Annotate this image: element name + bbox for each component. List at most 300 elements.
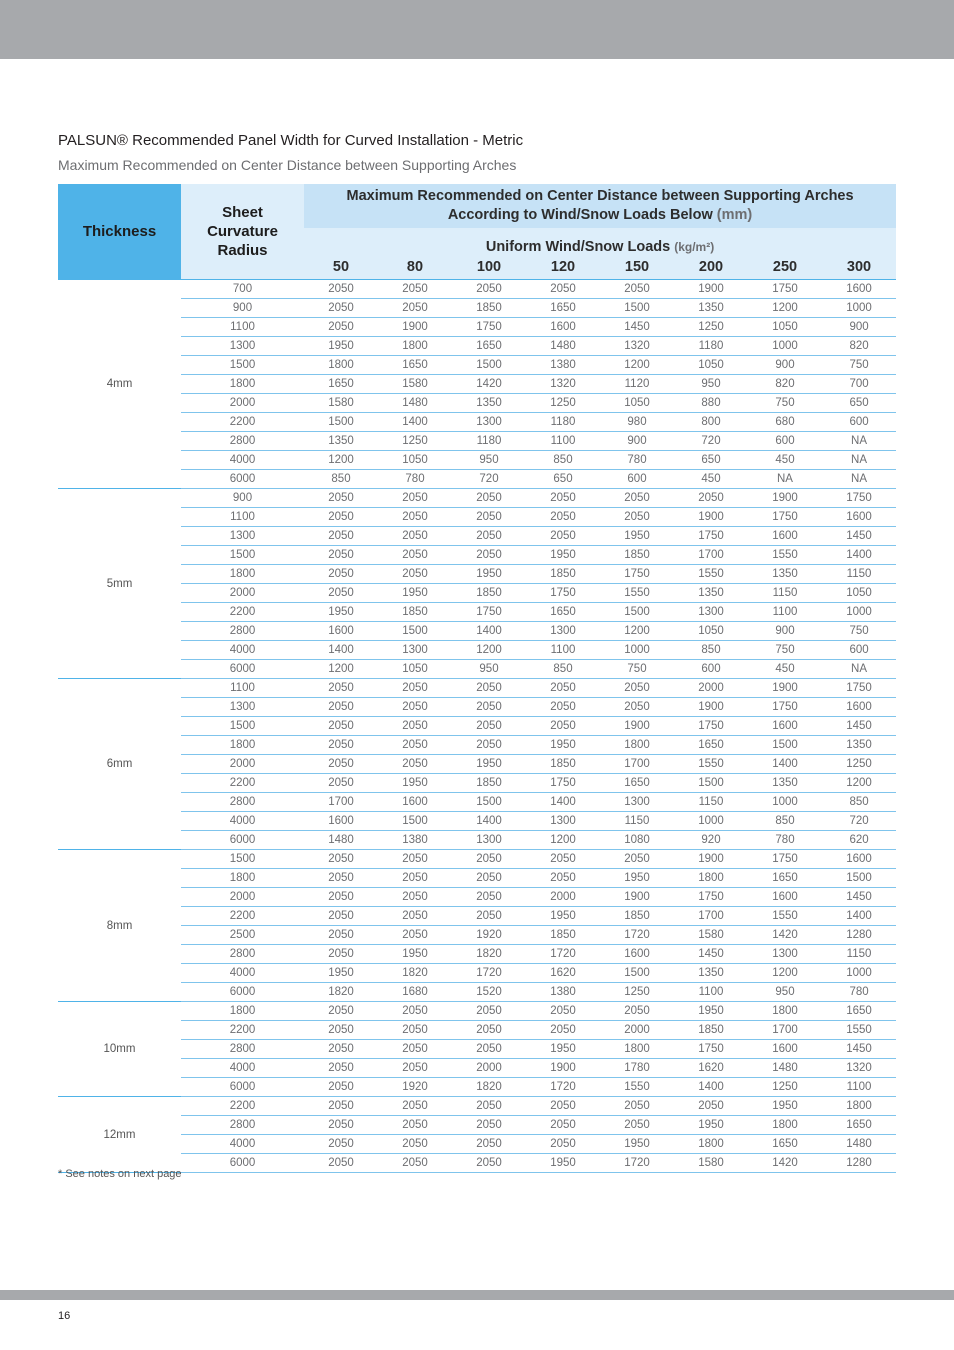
value-cell: 2050 — [452, 1002, 526, 1021]
value-cell: 2050 — [304, 1002, 378, 1021]
value-cell: 2050 — [378, 546, 452, 565]
value-cell: 850 — [526, 451, 600, 470]
value-cell: 1100 — [822, 1078, 896, 1097]
value-cell: 2050 — [452, 698, 526, 717]
value-cell: 2050 — [452, 888, 526, 907]
value-cell: 2050 — [304, 489, 378, 508]
value-cell: 1750 — [748, 280, 822, 299]
value-cell: 2050 — [526, 1135, 600, 1154]
value-cell: 2050 — [378, 926, 452, 945]
value-cell: 1350 — [452, 394, 526, 413]
value-cell: 800 — [674, 413, 748, 432]
value-cell: 1720 — [600, 926, 674, 945]
value-cell: 1950 — [600, 869, 674, 888]
value-cell: 1300 — [600, 793, 674, 812]
value-cell: 1350 — [304, 432, 378, 451]
value-cell: 1850 — [526, 926, 600, 945]
value-cell: 2050 — [526, 1002, 600, 1021]
table-row — [58, 1078, 896, 1097]
value-cell: 1750 — [822, 489, 896, 508]
table-row — [58, 1021, 896, 1040]
value-cell: 1500 — [378, 812, 452, 831]
value-cell: 2050 — [600, 1116, 674, 1135]
uniform-load-header — [304, 228, 896, 255]
value-cell: 1450 — [822, 888, 896, 907]
value-cell: 1620 — [674, 1059, 748, 1078]
value-cell: 2050 — [304, 698, 378, 717]
value-cell: 2050 — [526, 280, 600, 299]
value-cell: 1280 — [822, 1154, 896, 1173]
radius-cell: 2800 — [181, 945, 304, 964]
value-cell: 1950 — [304, 603, 378, 622]
value-cell: 1200 — [600, 356, 674, 375]
table-row — [58, 584, 896, 603]
radius-cell: 2500 — [181, 926, 304, 945]
value-cell: 1350 — [822, 736, 896, 755]
value-cell: 1720 — [526, 945, 600, 964]
value-cell: 1050 — [748, 318, 822, 337]
value-cell: 1650 — [822, 1116, 896, 1135]
value-cell: 1200 — [748, 299, 822, 318]
value-cell: 2050 — [378, 698, 452, 717]
radius-cell: 1800 — [181, 1002, 304, 1021]
thickness-cell: 10mm — [58, 1002, 181, 1097]
value-cell: 2000 — [600, 1021, 674, 1040]
value-cell: 1800 — [600, 1040, 674, 1059]
value-cell: 1050 — [378, 451, 452, 470]
value-cell: 2050 — [378, 755, 452, 774]
value-cell: 1850 — [452, 774, 526, 793]
value-cell: 2050 — [452, 869, 526, 888]
value-cell: 1750 — [452, 603, 526, 622]
load-header-cell: 120 — [526, 255, 600, 280]
value-cell: 1950 — [526, 1040, 600, 1059]
value-cell: 2050 — [378, 1021, 452, 1040]
value-cell: 900 — [600, 432, 674, 451]
table-row — [58, 888, 896, 907]
footer-band — [0, 1290, 954, 1300]
value-cell: 1000 — [822, 964, 896, 983]
value-cell: 1850 — [452, 299, 526, 318]
value-cell: 1650 — [452, 337, 526, 356]
value-cell: 1820 — [452, 1078, 526, 1097]
value-cell: 1100 — [674, 983, 748, 1002]
value-cell: 1500 — [600, 964, 674, 983]
table-row — [58, 641, 896, 660]
value-cell: 1580 — [674, 1154, 748, 1173]
value-cell: 1550 — [674, 755, 748, 774]
table-row — [58, 1059, 896, 1078]
value-cell: 1300 — [378, 641, 452, 660]
load-header-cell: 150 — [600, 255, 674, 280]
value-cell: 950 — [452, 451, 526, 470]
value-cell: 1050 — [600, 394, 674, 413]
table-row — [58, 679, 896, 698]
value-cell: 1480 — [304, 831, 378, 850]
value-cell: 1550 — [674, 565, 748, 584]
table-row — [58, 812, 896, 831]
value-cell: 1050 — [822, 584, 896, 603]
table-row — [58, 337, 896, 356]
value-cell: 1600 — [304, 622, 378, 641]
value-cell: 1450 — [600, 318, 674, 337]
value-cell: 900 — [748, 356, 822, 375]
radius-cell: 1300 — [181, 527, 304, 546]
page-subtitle: Maximum Recommended on Center Distance between Supporting Arches — [58, 157, 517, 173]
value-cell: 2050 — [452, 527, 526, 546]
table-row — [58, 470, 896, 489]
value-cell: 1820 — [304, 983, 378, 1002]
value-cell: 750 — [600, 660, 674, 679]
table-row — [58, 546, 896, 565]
value-cell: 1920 — [378, 1078, 452, 1097]
value-cell: 2050 — [304, 945, 378, 964]
value-cell: 1950 — [674, 1116, 748, 1135]
value-cell: 2050 — [304, 1135, 378, 1154]
value-cell: 1950 — [304, 337, 378, 356]
value-cell: 1320 — [600, 337, 674, 356]
value-cell: 2050 — [452, 850, 526, 869]
table-row — [58, 793, 896, 812]
radius-cell: 2800 — [181, 793, 304, 812]
radius-cell: 2200 — [181, 1021, 304, 1040]
value-cell: 2050 — [452, 1116, 526, 1135]
value-cell: NA — [822, 470, 896, 489]
value-cell: 1200 — [822, 774, 896, 793]
radius-cell: 1800 — [181, 869, 304, 888]
table-row — [58, 926, 896, 945]
value-cell: 1050 — [378, 660, 452, 679]
radius-cell: 4000 — [181, 812, 304, 831]
radius-cell: 2200 — [181, 907, 304, 926]
value-cell: 1500 — [600, 299, 674, 318]
value-cell: 1200 — [304, 660, 378, 679]
value-cell: 2050 — [304, 869, 378, 888]
value-cell: 2050 — [526, 508, 600, 527]
value-cell: 1480 — [748, 1059, 822, 1078]
load-header-cell: 200 — [674, 255, 748, 280]
value-cell: 1600 — [748, 1040, 822, 1059]
value-cell: 1800 — [748, 1002, 822, 1021]
max-distance-header — [304, 184, 896, 228]
value-cell: 1350 — [748, 565, 822, 584]
value-cell: 2050 — [600, 679, 674, 698]
value-cell: 1950 — [526, 1154, 600, 1173]
value-cell: 780 — [600, 451, 674, 470]
value-cell: 1950 — [526, 736, 600, 755]
value-cell: 2050 — [526, 1116, 600, 1135]
value-cell: 1500 — [378, 622, 452, 641]
radius-cell: 2800 — [181, 1116, 304, 1135]
value-cell: 1200 — [304, 451, 378, 470]
value-cell: 2050 — [304, 508, 378, 527]
value-cell: 650 — [674, 451, 748, 470]
table-row — [58, 1154, 896, 1173]
value-cell: 1780 — [600, 1059, 674, 1078]
value-cell: 2050 — [452, 1135, 526, 1154]
value-cell: 1550 — [822, 1021, 896, 1040]
value-cell: 1350 — [674, 964, 748, 983]
value-cell: 1300 — [452, 413, 526, 432]
value-cell: 1950 — [452, 565, 526, 584]
thickness-cell: 5mm — [58, 489, 181, 679]
load-header-cell: 300 — [822, 255, 896, 280]
table-row — [58, 356, 896, 375]
value-cell: 650 — [822, 394, 896, 413]
value-cell: 1520 — [452, 983, 526, 1002]
table-row — [58, 698, 896, 717]
value-cell: NA — [748, 470, 822, 489]
value-cell: 1750 — [674, 717, 748, 736]
value-cell: 1650 — [526, 299, 600, 318]
value-cell: 1300 — [674, 603, 748, 622]
footnote: * See notes on next page — [58, 1168, 182, 1180]
value-cell: 1400 — [748, 755, 822, 774]
value-cell: 2050 — [378, 869, 452, 888]
value-cell: 2050 — [378, 565, 452, 584]
table-row — [58, 622, 896, 641]
value-cell: 2050 — [600, 698, 674, 717]
radius-cell: 1800 — [181, 565, 304, 584]
value-cell: 1400 — [822, 546, 896, 565]
value-cell: 750 — [822, 622, 896, 641]
table-row — [58, 508, 896, 527]
value-cell: 1600 — [748, 888, 822, 907]
value-cell: 1950 — [748, 1097, 822, 1116]
value-cell: 1000 — [822, 299, 896, 318]
value-cell: 1650 — [526, 603, 600, 622]
thickness-cell: 12mm — [58, 1097, 181, 1173]
value-cell: 1550 — [748, 546, 822, 565]
value-cell: 1720 — [600, 1154, 674, 1173]
value-cell: 2050 — [378, 508, 452, 527]
value-cell: 1750 — [822, 679, 896, 698]
value-cell: 2050 — [304, 1040, 378, 1059]
table-row — [58, 280, 896, 299]
value-cell: 1950 — [378, 774, 452, 793]
value-cell: 850 — [748, 812, 822, 831]
value-cell: 1450 — [822, 1040, 896, 1059]
header-band — [0, 0, 954, 59]
radius-cell: 700 — [181, 280, 304, 299]
value-cell: 2050 — [526, 717, 600, 736]
value-cell: 2050 — [304, 1116, 378, 1135]
value-cell: 2050 — [378, 1135, 452, 1154]
value-cell: 1550 — [600, 584, 674, 603]
value-cell: 1750 — [674, 1040, 748, 1059]
value-cell: 880 — [674, 394, 748, 413]
value-cell: 1320 — [526, 375, 600, 394]
value-cell: 1380 — [526, 983, 600, 1002]
radius-cell: 1500 — [181, 546, 304, 565]
page-number: 16 — [58, 1310, 71, 1322]
value-cell: 1650 — [600, 774, 674, 793]
value-cell: 2050 — [452, 546, 526, 565]
value-cell: 1800 — [822, 1097, 896, 1116]
value-cell: 1950 — [378, 584, 452, 603]
value-cell: 2050 — [452, 679, 526, 698]
value-cell: 1280 — [822, 926, 896, 945]
value-cell: 2050 — [526, 489, 600, 508]
value-cell: 1600 — [822, 280, 896, 299]
radius-cell: 2200 — [181, 1097, 304, 1116]
value-cell: 1950 — [452, 755, 526, 774]
table-row — [58, 907, 896, 926]
radius-cell: 2000 — [181, 584, 304, 603]
value-cell: 2050 — [378, 736, 452, 755]
value-cell: 2050 — [526, 1021, 600, 1040]
value-cell: 2050 — [304, 679, 378, 698]
thickness-cell: 8mm — [58, 850, 181, 1002]
value-cell: 1750 — [526, 774, 600, 793]
value-cell: 2050 — [600, 280, 674, 299]
value-cell: 1200 — [748, 964, 822, 983]
value-cell: 2050 — [378, 888, 452, 907]
table-row — [58, 831, 896, 850]
value-cell: 1250 — [378, 432, 452, 451]
table-row — [58, 1135, 896, 1154]
value-cell: 1800 — [748, 1116, 822, 1135]
value-cell: 1400 — [674, 1078, 748, 1097]
value-cell: 2050 — [452, 1040, 526, 1059]
value-cell: 1400 — [452, 622, 526, 641]
value-cell: 2050 — [304, 755, 378, 774]
radius-cell: 1300 — [181, 337, 304, 356]
value-cell: 1850 — [600, 546, 674, 565]
value-cell: 2050 — [304, 888, 378, 907]
radius-cell: 6000 — [181, 1078, 304, 1097]
value-cell: 1750 — [452, 318, 526, 337]
value-cell: 780 — [378, 470, 452, 489]
value-cell: 1380 — [378, 831, 452, 850]
value-cell: 1950 — [526, 907, 600, 926]
value-cell: 780 — [822, 983, 896, 1002]
value-cell: 1750 — [748, 850, 822, 869]
value-cell: 2050 — [378, 1059, 452, 1078]
value-cell: 2050 — [378, 1097, 452, 1116]
value-cell: 1650 — [378, 356, 452, 375]
value-cell: 2050 — [600, 850, 674, 869]
value-cell: 1120 — [600, 375, 674, 394]
value-cell: 820 — [822, 337, 896, 356]
value-cell: 1600 — [378, 793, 452, 812]
value-cell: 750 — [748, 641, 822, 660]
value-cell: 2050 — [378, 850, 452, 869]
value-cell: 1500 — [452, 356, 526, 375]
value-cell: 2050 — [378, 679, 452, 698]
value-cell: 1000 — [748, 793, 822, 812]
value-cell: 1900 — [378, 318, 452, 337]
value-cell: 2050 — [452, 280, 526, 299]
value-cell: 1250 — [748, 1078, 822, 1097]
max-header-line1: Maximum Recommended on Center Distance between Supporting Arches — [346, 188, 854, 204]
value-cell: 1500 — [600, 603, 674, 622]
value-cell: 1650 — [748, 1135, 822, 1154]
value-cell: 1400 — [452, 812, 526, 831]
value-cell: 1350 — [674, 584, 748, 603]
value-cell: 1750 — [748, 698, 822, 717]
value-cell: 1800 — [600, 736, 674, 755]
uniform-load-label: Uniform Wind/Snow Loads — [485, 239, 671, 255]
value-cell: 900 — [822, 318, 896, 337]
value-cell: 2050 — [674, 1097, 748, 1116]
value-cell: 1050 — [674, 622, 748, 641]
value-cell: 1800 — [674, 869, 748, 888]
value-cell: 1950 — [600, 1135, 674, 1154]
radius-cell: 1800 — [181, 736, 304, 755]
radius-cell: 1300 — [181, 698, 304, 717]
value-cell: 1900 — [526, 1059, 600, 1078]
value-cell: 1900 — [674, 280, 748, 299]
value-cell: 680 — [748, 413, 822, 432]
value-cell: 850 — [674, 641, 748, 660]
radius-cell: 2000 — [181, 755, 304, 774]
max-header-line2: According to Wind/Snow Loads Below — [447, 207, 713, 223]
radius-cell: 2000 — [181, 394, 304, 413]
table-row — [58, 983, 896, 1002]
value-cell: 2050 — [452, 1021, 526, 1040]
value-cell: 1900 — [748, 489, 822, 508]
value-cell: 1900 — [600, 888, 674, 907]
value-cell: 1180 — [452, 432, 526, 451]
value-cell: 600 — [822, 641, 896, 660]
value-cell: 1700 — [304, 793, 378, 812]
value-cell: 650 — [526, 470, 600, 489]
value-cell: 1850 — [526, 755, 600, 774]
radius-cell: 2200 — [181, 413, 304, 432]
value-cell: 2050 — [378, 907, 452, 926]
table-row — [58, 489, 896, 508]
value-cell: 720 — [452, 470, 526, 489]
value-cell: 2050 — [304, 565, 378, 584]
value-cell: 750 — [822, 356, 896, 375]
value-cell: 1750 — [674, 888, 748, 907]
value-cell: 1700 — [748, 1021, 822, 1040]
value-cell: 1000 — [822, 603, 896, 622]
value-cell: 1800 — [378, 337, 452, 356]
radius-cell: 1500 — [181, 850, 304, 869]
value-cell: 1150 — [674, 793, 748, 812]
value-cell: 1750 — [600, 565, 674, 584]
table-row — [58, 565, 896, 584]
value-cell: 1920 — [452, 926, 526, 945]
value-cell: 1600 — [822, 698, 896, 717]
value-cell: 920 — [674, 831, 748, 850]
value-cell: 950 — [452, 660, 526, 679]
value-cell: 1550 — [600, 1078, 674, 1097]
table-row — [58, 717, 896, 736]
value-cell: 1900 — [674, 850, 748, 869]
value-cell: 1420 — [748, 926, 822, 945]
value-cell: 450 — [674, 470, 748, 489]
radius-cell: 6000 — [181, 831, 304, 850]
value-cell: 1000 — [600, 641, 674, 660]
value-cell: 1750 — [526, 584, 600, 603]
value-cell: 1900 — [600, 717, 674, 736]
radius-cell: 900 — [181, 489, 304, 508]
value-cell: 900 — [748, 622, 822, 641]
value-cell: 700 — [822, 375, 896, 394]
value-cell: 1000 — [748, 337, 822, 356]
value-cell: 1180 — [674, 337, 748, 356]
value-cell: 450 — [748, 660, 822, 679]
value-cell: 1000 — [674, 812, 748, 831]
panel-width-table — [58, 184, 896, 1173]
value-cell: 1450 — [822, 717, 896, 736]
value-cell: 2050 — [378, 280, 452, 299]
value-cell: 1700 — [674, 546, 748, 565]
value-cell: 1480 — [378, 394, 452, 413]
